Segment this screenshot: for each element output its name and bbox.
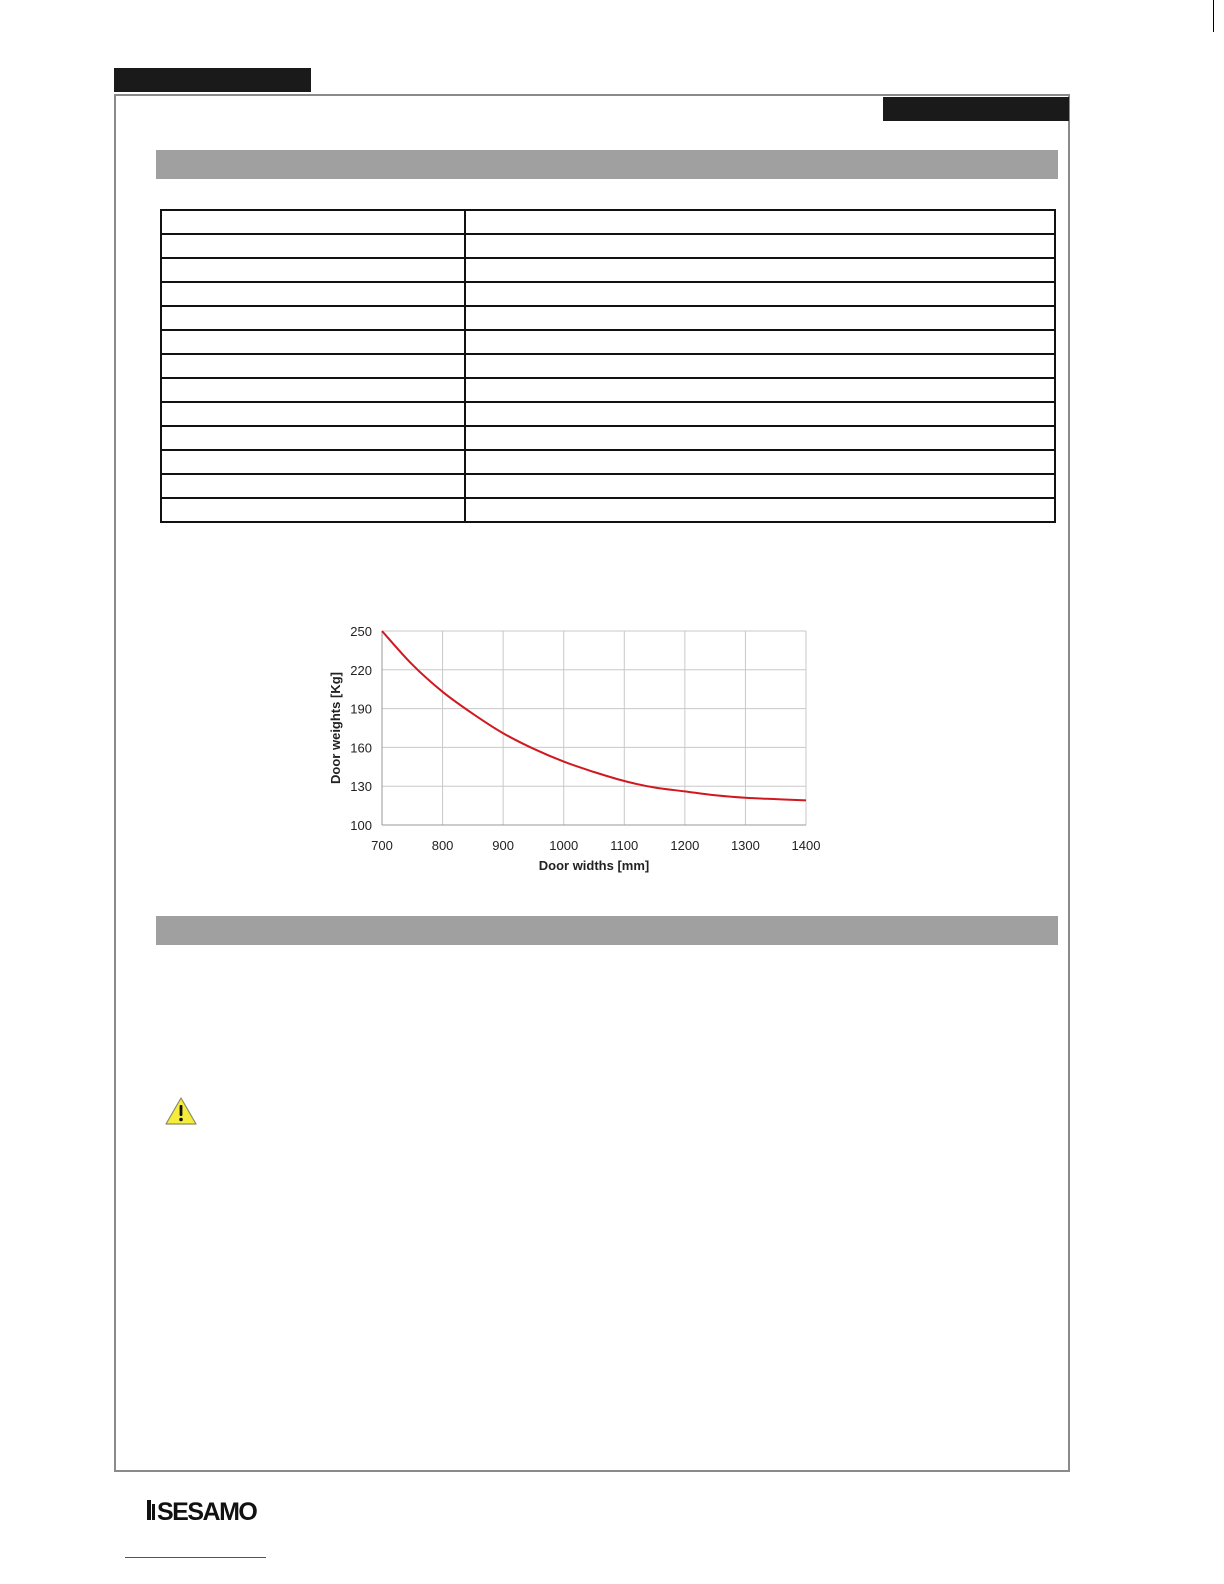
spec-table-row bbox=[161, 498, 1055, 522]
y-tick-label: 220 bbox=[350, 662, 372, 678]
spec-table-row bbox=[161, 330, 1055, 354]
spec-label-cell bbox=[161, 498, 465, 522]
spec-value-cell bbox=[465, 258, 1055, 282]
page-corner-mark bbox=[1213, 0, 1214, 32]
y-tick-label: 250 bbox=[350, 624, 372, 639]
spec-label-cell bbox=[161, 210, 465, 234]
spec-table-row bbox=[161, 282, 1055, 306]
spec-value-cell bbox=[465, 234, 1055, 258]
spec-label-cell bbox=[161, 354, 465, 378]
spec-value-cell bbox=[465, 330, 1055, 354]
spec-value-cell bbox=[465, 402, 1055, 426]
y-tick-label: 160 bbox=[350, 740, 372, 756]
x-tick-label: 1000 bbox=[549, 838, 579, 853]
header-tab-left bbox=[114, 68, 311, 92]
spec-value-cell bbox=[465, 426, 1055, 450]
section-header-bar-2 bbox=[156, 916, 1058, 945]
x-tick-label: 1400 bbox=[791, 838, 821, 853]
spec-label-cell bbox=[161, 330, 465, 354]
header-tab-right bbox=[883, 97, 1069, 121]
spec-value-cell bbox=[465, 282, 1055, 306]
chart-series bbox=[382, 631, 806, 800]
x-tick-label: 800 bbox=[431, 838, 454, 853]
spec-label-cell bbox=[161, 234, 465, 258]
x-tick-label: 700 bbox=[371, 838, 393, 853]
chart-axes bbox=[382, 631, 806, 825]
chart-tick-labels bbox=[350, 624, 820, 853]
x-tick-label: 900 bbox=[492, 838, 514, 853]
spec-table bbox=[160, 209, 1056, 523]
spec-value-cell bbox=[465, 210, 1055, 234]
y-tick-label: 130 bbox=[350, 779, 372, 795]
x-tick-label: 1100 bbox=[610, 838, 639, 853]
x-tick-label: 1300 bbox=[730, 838, 760, 853]
spec-label-cell bbox=[161, 282, 465, 306]
spec-table-row bbox=[161, 234, 1055, 258]
footer-link-underline bbox=[125, 1557, 266, 1558]
spec-label-cell bbox=[161, 258, 465, 282]
spec-label-cell bbox=[161, 426, 465, 450]
spec-value-cell bbox=[465, 498, 1055, 522]
door-weight-chart bbox=[325, 618, 835, 880]
spec-table-row bbox=[161, 378, 1055, 402]
section-header-bar-1 bbox=[156, 150, 1058, 179]
spec-value-cell bbox=[465, 306, 1055, 330]
spec-label-cell bbox=[161, 378, 465, 402]
x-tick-label: 1200 bbox=[670, 838, 700, 853]
spec-value-cell bbox=[465, 378, 1055, 402]
spec-table-row bbox=[161, 426, 1055, 450]
spec-value-cell bbox=[465, 474, 1055, 498]
x-axis-label: Door widths [mm] bbox=[538, 858, 650, 873]
spec-table-row bbox=[161, 258, 1055, 282]
spec-table-row bbox=[161, 354, 1055, 378]
spec-value-cell bbox=[465, 450, 1055, 474]
spec-label-cell bbox=[161, 402, 465, 426]
spec-table-row bbox=[161, 474, 1055, 498]
warning-triangle-icon bbox=[164, 1096, 198, 1126]
y-tick-label: 100 bbox=[350, 818, 372, 833]
spec-value-cell bbox=[465, 354, 1055, 378]
spec-table-row bbox=[161, 306, 1055, 330]
chart-grid bbox=[382, 631, 806, 825]
spec-label-cell bbox=[161, 474, 465, 498]
sesamo-logo bbox=[145, 1494, 265, 1526]
spec-label-cell bbox=[161, 306, 465, 330]
y-axis-label: Door weights [Kg] bbox=[328, 672, 343, 784]
spec-table-row bbox=[161, 210, 1055, 234]
weight-curve-line bbox=[382, 631, 806, 800]
spec-label-cell bbox=[161, 450, 465, 474]
logo-text: SESAMO bbox=[157, 1498, 257, 1526]
spec-table-row bbox=[161, 450, 1055, 474]
y-tick-label: 190 bbox=[350, 701, 372, 717]
spec-table-row bbox=[161, 402, 1055, 426]
